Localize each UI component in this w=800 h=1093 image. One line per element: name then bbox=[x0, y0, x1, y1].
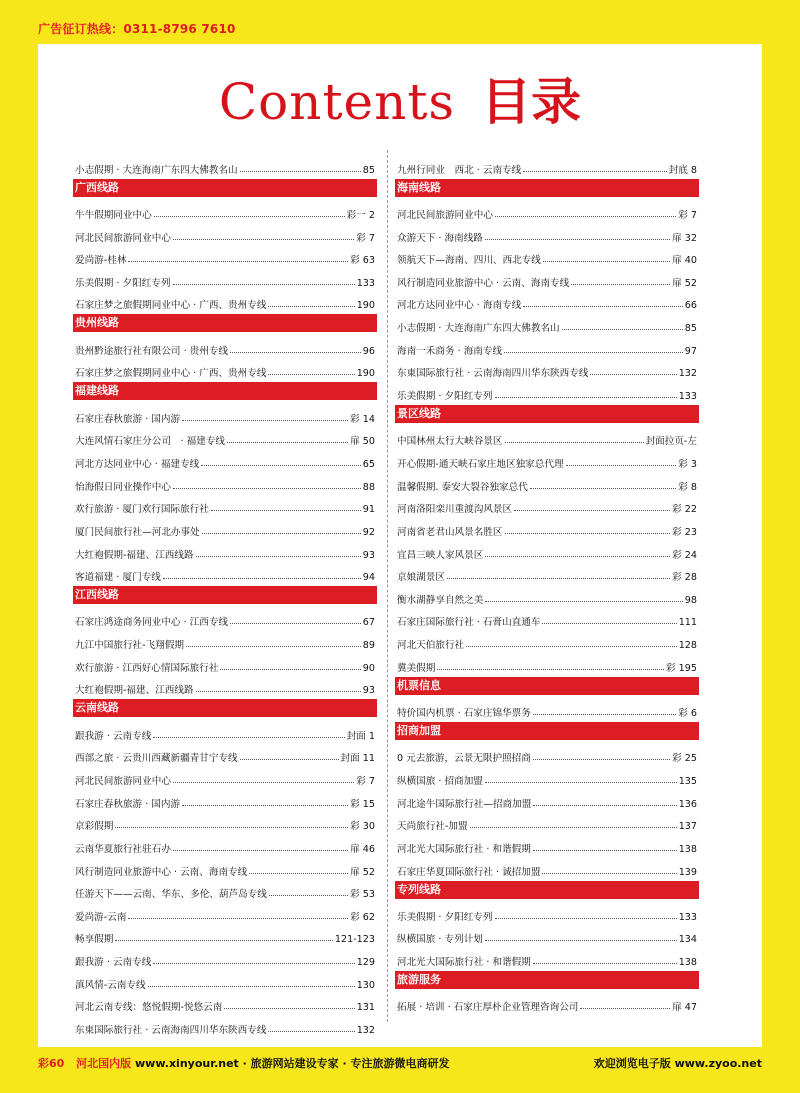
toc-entry-title: 欢行旅游 · 厦门欢行国际旅行社 bbox=[75, 504, 209, 516]
toc-entry[interactable] bbox=[75, 651, 375, 674]
toc-entry-title: 东東国际旅行社 · 云南海南四川华东陕西专线 bbox=[397, 368, 589, 380]
dot-leader bbox=[580, 1008, 670, 1009]
toc-entry[interactable] bbox=[75, 968, 375, 991]
toc-entry[interactable] bbox=[397, 855, 697, 878]
toc-entry-page: 扉 46 bbox=[350, 843, 375, 855]
section-title: 机票信息 bbox=[395, 677, 699, 695]
section-header bbox=[397, 719, 697, 742]
toc-entry-page: 扉 50 bbox=[350, 436, 375, 448]
dot-leader bbox=[533, 714, 676, 715]
section-title: 旅游服务 bbox=[395, 971, 699, 989]
dot-leader bbox=[173, 284, 355, 285]
toc-entry-title: 海南一禾商务 · 海南专线 bbox=[397, 345, 503, 357]
toc-entry-title: 爱尚游-桂林 bbox=[75, 255, 127, 267]
dot-leader bbox=[173, 782, 354, 783]
toc-entry[interactable] bbox=[75, 945, 375, 968]
dot-leader bbox=[115, 940, 333, 941]
toc-entry[interactable] bbox=[75, 719, 375, 742]
dot-leader bbox=[571, 284, 670, 285]
section-title: 江西线路 bbox=[73, 586, 377, 604]
toc-entry-title: 河北云南专线：悠悦假期-悦悠云南 bbox=[75, 1002, 223, 1014]
toc-entry-title: 石家庄国际旅行社 · 石膏山直通车 bbox=[397, 617, 541, 629]
footer-ebook-link[interactable]: 欢迎浏览电子版 www.zyoo.net bbox=[593, 1057, 762, 1070]
toc-entry[interactable] bbox=[397, 221, 697, 244]
toc-entry-page: 130 bbox=[356, 979, 375, 991]
toc-entry[interactable] bbox=[75, 832, 375, 855]
footer-site-link[interactable]: www.xinyour.net · 旅游网站建设专家 · 专注旅游微电商研发 bbox=[135, 1057, 450, 1070]
section-header bbox=[397, 674, 697, 697]
toc-entry[interactable] bbox=[75, 425, 375, 448]
toc-entry-page: 94 bbox=[362, 572, 375, 584]
toc-entry[interactable] bbox=[75, 878, 375, 901]
section-title: 景区线路 bbox=[395, 405, 699, 423]
dot-leader bbox=[485, 239, 670, 240]
toc-entry-title: 衡水湖静享自然之美 bbox=[397, 594, 484, 606]
toc-entry-title: 小志假期 · 大连海南广东四大佛教名山 bbox=[397, 323, 560, 335]
dot-leader bbox=[182, 420, 348, 421]
toc-entry-page: 彩一 2 bbox=[346, 209, 375, 221]
toc-entry-title: 小志假期 · 大连海南广东四大佛教名山 bbox=[75, 164, 238, 176]
section-title: 招商加盟 bbox=[395, 722, 699, 740]
section-title: 云南线路 bbox=[73, 699, 377, 717]
title-english: Contents bbox=[218, 73, 456, 131]
toc-entry-page: 131 bbox=[356, 1002, 375, 1014]
section-title: 专列线路 bbox=[395, 881, 699, 899]
footer-page-number: 彩60 bbox=[38, 1057, 65, 1070]
toc-entry[interactable] bbox=[75, 810, 375, 833]
toc-entry-title: 河北民间旅游同业中心 bbox=[397, 209, 493, 221]
toc-entry-page: 111 bbox=[678, 617, 697, 629]
dot-leader bbox=[201, 465, 361, 466]
toc-entry-page: 128 bbox=[678, 640, 697, 652]
dot-leader bbox=[543, 261, 670, 262]
toc-entry[interactable] bbox=[75, 787, 375, 810]
toc-entry-page: 彩 6 bbox=[678, 708, 697, 720]
toc-entry[interactable] bbox=[397, 628, 697, 651]
section-title: 广西线路 bbox=[73, 179, 377, 197]
toc-entry-title: 河北天伯旅行社 bbox=[397, 640, 465, 652]
section-header bbox=[397, 968, 697, 991]
toc-entry[interactable] bbox=[75, 153, 375, 176]
toc-entry-page: 扉 52 bbox=[350, 866, 375, 878]
toc-entry[interactable] bbox=[75, 493, 375, 516]
dot-leader bbox=[196, 691, 361, 692]
dot-leader bbox=[153, 737, 344, 738]
toc-entry[interactable] bbox=[75, 606, 375, 629]
toc-entry[interactable] bbox=[397, 583, 697, 606]
toc-entry-title: 河北光大国际旅行社 · 和谐假期 bbox=[397, 957, 531, 969]
toc-entry-page: 扉 47 bbox=[672, 1002, 697, 1014]
dot-leader bbox=[485, 556, 670, 557]
toc-entry[interactable] bbox=[397, 311, 697, 334]
toc-entry[interactable] bbox=[397, 832, 697, 855]
dot-leader bbox=[148, 986, 355, 987]
toc-entry-title: 拓展 · 培训 · 石家庄厚朴企业管理咨询公司 bbox=[397, 1002, 579, 1014]
toc-entry-page: 彩 30 bbox=[350, 821, 375, 833]
toc-entry-title: 河南省老君山风景名胜区 bbox=[397, 526, 503, 538]
toc-entry-title: 京彩假期 bbox=[75, 821, 114, 833]
toc-entry-page: 88 bbox=[362, 481, 375, 493]
toc-entry-page: 98 bbox=[684, 594, 697, 606]
toc-entry-title: 领航天下—海南、四川、西北专线 bbox=[397, 255, 541, 267]
dot-leader bbox=[154, 216, 345, 217]
toc-entry-page: 扉 40 bbox=[672, 255, 697, 267]
dot-leader bbox=[542, 623, 676, 624]
dot-leader bbox=[268, 1031, 354, 1032]
toc-entry[interactable] bbox=[75, 855, 375, 878]
toc-entry-page: 190 bbox=[356, 368, 375, 380]
toc-entry-page: 彩 15 bbox=[350, 798, 375, 810]
dot-leader bbox=[173, 239, 354, 240]
dot-leader bbox=[115, 827, 348, 828]
toc-entry-page: 彩 7 bbox=[356, 232, 375, 244]
toc-entry[interactable] bbox=[397, 923, 697, 946]
toc-entry[interactable] bbox=[75, 334, 375, 357]
toc-entry-title: 跟我游 · 云南专线 bbox=[75, 730, 152, 742]
toc-entry-page: 扉 52 bbox=[672, 277, 697, 289]
toc-entry-page: 139 bbox=[678, 866, 697, 878]
dot-leader bbox=[542, 873, 676, 874]
toc-entry[interactable] bbox=[75, 221, 375, 244]
dot-leader bbox=[224, 1008, 354, 1009]
dot-leader bbox=[485, 940, 677, 941]
toc-entry-page: 彩 195 bbox=[666, 662, 697, 674]
dot-leader bbox=[533, 759, 670, 760]
toc-entry[interactable] bbox=[75, 289, 375, 312]
toc-entry-title: 乐美假期 · 夕阳红专列 bbox=[397, 911, 493, 923]
dot-leader bbox=[173, 488, 361, 489]
toc-entry-page: 彩 3 bbox=[678, 458, 697, 470]
dot-leader bbox=[566, 465, 677, 466]
dot-leader bbox=[533, 963, 677, 964]
toc-entry[interactable] bbox=[397, 493, 697, 516]
dot-leader bbox=[447, 578, 670, 579]
toc-entry[interactable] bbox=[397, 334, 697, 357]
toc-entry-title: 石家庄华夏国际旅行社 · 诚招加盟 bbox=[397, 866, 541, 878]
dot-leader bbox=[495, 918, 677, 919]
dot-leader bbox=[268, 374, 354, 375]
toc-entry-title: 石家庄鸿途商务同业中心 · 江西专线 bbox=[75, 617, 229, 629]
toc-entry[interactable] bbox=[75, 447, 375, 470]
toc-entry[interactable] bbox=[75, 742, 375, 765]
toc-entry-page: 135 bbox=[678, 775, 697, 787]
toc-entry-title: 石家庄春秋旅游 · 国内游 bbox=[75, 413, 181, 425]
toc-entry-title: 河北民间旅游同业中心 bbox=[75, 232, 171, 244]
toc-entry-page: 91 bbox=[362, 504, 375, 516]
dot-leader bbox=[240, 171, 361, 172]
toc-entry-title: 乐美假期 · 夕阳红专列 bbox=[75, 277, 171, 289]
toc-entry-page: 封底 8 bbox=[668, 164, 697, 176]
dot-leader bbox=[163, 578, 361, 579]
toc-entry-title: 牛牛假期同业中心 bbox=[75, 209, 152, 221]
toc-entry-page: 93 bbox=[362, 549, 375, 561]
toc-entry-title: 特价国内机票 · 石家庄锦华票务 bbox=[397, 708, 531, 720]
toc-entry-page: 133 bbox=[678, 391, 697, 403]
dot-leader bbox=[182, 805, 348, 806]
toc-entry[interactable] bbox=[397, 900, 697, 923]
dot-leader bbox=[504, 352, 683, 353]
toc-entry-title: 风行制造同业旅游中心 · 云南、海南专线 bbox=[75, 866, 248, 878]
toc-entry-page: 134 bbox=[678, 934, 697, 946]
toc-entry[interactable] bbox=[75, 764, 375, 787]
toc-entry-page: 190 bbox=[356, 300, 375, 312]
toc-entry-title: 九江中国旅行社-飞翔假期 bbox=[75, 640, 184, 652]
toc-entry-page: 133 bbox=[678, 911, 697, 923]
dot-leader bbox=[128, 261, 348, 262]
dot-leader bbox=[590, 374, 676, 375]
dot-leader bbox=[485, 782, 677, 783]
toc-entry-page: 彩 28 bbox=[672, 572, 697, 584]
toc-entry-title: 众游天下 · 海南线路 bbox=[397, 232, 483, 244]
toc-entry-title: 跟我游 · 云南专线 bbox=[75, 957, 152, 969]
toc-entry-title: 河北方达同业中心 · 福建专线 bbox=[75, 458, 200, 470]
toc-entry-page: 彩 22 bbox=[672, 504, 697, 516]
toc-entry-page: 彩 7 bbox=[356, 775, 375, 787]
toc-entry-page: 138 bbox=[678, 957, 697, 969]
toc-entry[interactable] bbox=[397, 379, 697, 402]
title-chinese: 目录 bbox=[481, 73, 582, 131]
toc-entry-title: 西部之旅 · 云贵川西藏新疆青甘宁专线 bbox=[75, 753, 238, 765]
section-header bbox=[75, 176, 375, 199]
toc-entry[interactable] bbox=[397, 266, 697, 289]
toc-entry-title: 九州行同业 西北 · 云南专线 bbox=[397, 164, 522, 176]
toc-entry[interactable] bbox=[75, 674, 375, 697]
toc-entry-page: 彩 8 bbox=[678, 481, 697, 493]
toc-entry-page: 彩 7 bbox=[678, 209, 697, 221]
section-title: 福建线路 bbox=[73, 382, 377, 400]
toc-entry-title: 纵横国旅 · 专列计划 bbox=[397, 934, 483, 946]
toc-entry-title: 滇风情-云南专线 bbox=[75, 979, 146, 991]
toc-entry-title: 厦门民间旅行社—河北办事处 bbox=[75, 526, 200, 538]
dot-leader bbox=[220, 669, 360, 670]
footer-section: 河北国内版 bbox=[76, 1057, 132, 1070]
toc-entry[interactable] bbox=[75, 266, 375, 289]
toc-entry-title: 乐美假期 · 夕阳红专列 bbox=[397, 391, 493, 403]
toc-entry-title: 开心假期-通天峡石家庄地区独家总代理 bbox=[397, 458, 564, 470]
toc-entry-page: 129 bbox=[356, 957, 375, 969]
section-header bbox=[75, 696, 375, 719]
toc-entry-title: 大红袍假期-福建、江西线路 bbox=[75, 549, 194, 561]
dot-leader bbox=[437, 669, 664, 670]
footer bbox=[38, 1055, 762, 1071]
toc-entry[interactable] bbox=[397, 244, 697, 267]
toc-entry-title: 风行制造同业旅游中心 · 云南、海南专线 bbox=[397, 277, 570, 289]
toc-entry[interactable] bbox=[397, 289, 697, 312]
toc-entry-title: 大红袍假期-福建、江西线路 bbox=[75, 685, 194, 697]
dot-leader bbox=[495, 397, 677, 398]
dot-leader bbox=[268, 306, 354, 307]
toc-entry[interactable] bbox=[397, 561, 697, 584]
toc-entry-page: 96 bbox=[362, 345, 375, 357]
dot-leader bbox=[186, 646, 361, 647]
toc-entry[interactable] bbox=[397, 357, 697, 380]
dot-leader bbox=[514, 510, 670, 511]
toc-entry[interactable] bbox=[397, 810, 697, 833]
toc-entry-title: 大连风情石家庄分公司 · 福建专线 bbox=[75, 436, 226, 448]
section-title: 海南线路 bbox=[395, 179, 699, 197]
dot-leader bbox=[269, 895, 348, 896]
dot-leader bbox=[485, 601, 682, 602]
toc-entry-page: 封面 11 bbox=[340, 753, 375, 765]
toc-entry-page: 彩 62 bbox=[350, 911, 375, 923]
toc-entry[interactable] bbox=[397, 945, 697, 968]
toc-entry-title: 宜昌三峡人家风景区 bbox=[397, 549, 484, 561]
toc-entry[interactable] bbox=[397, 470, 697, 493]
toc-entry-page: 132 bbox=[356, 1024, 375, 1036]
toc-entry[interactable] bbox=[75, 198, 375, 221]
toc-entry-page: 封面 1 bbox=[346, 730, 375, 742]
toc-entry-page: 121-123 bbox=[334, 934, 375, 946]
section-header bbox=[75, 379, 375, 402]
toc-entry[interactable] bbox=[397, 538, 697, 561]
toc-entry[interactable] bbox=[75, 402, 375, 425]
toc-entry-title: 贵州黔途旅行社有限公司 · 贵州专线 bbox=[75, 345, 229, 357]
section-header bbox=[75, 583, 375, 606]
toc-entry-title: 天尚旅行社-加盟 bbox=[397, 821, 468, 833]
toc-entry-page: 89 bbox=[362, 640, 375, 652]
dot-leader bbox=[562, 329, 683, 330]
toc-entry-page: 67 bbox=[362, 617, 375, 629]
toc-entry-title: 京娘湖景区 bbox=[397, 572, 445, 584]
toc-entry-title: 怡海假日同业操作中心 bbox=[75, 481, 171, 493]
dot-leader bbox=[202, 533, 361, 534]
toc-entry-title: 0 元去旅游，云景无限护照招商 bbox=[397, 753, 531, 765]
toc-entry[interactable] bbox=[75, 357, 375, 380]
column-divider bbox=[387, 150, 388, 1022]
dot-leader bbox=[466, 646, 677, 647]
toc-entry[interactable] bbox=[397, 447, 697, 470]
dot-leader bbox=[128, 918, 348, 919]
toc-entry-title: 云南华夏旅行社驻石办 bbox=[75, 843, 171, 855]
toc-entry[interactable] bbox=[397, 651, 697, 674]
dot-leader bbox=[249, 873, 348, 874]
toc-entry-page: 彩 24 bbox=[672, 549, 697, 561]
toc-entry-page: 66 bbox=[684, 300, 697, 312]
toc-left-column bbox=[75, 153, 375, 1036]
dot-leader bbox=[533, 805, 676, 806]
toc-entry-page: 97 bbox=[684, 345, 697, 357]
toc-entry-title: 温馨假期. 泰安大裂谷独家总代 bbox=[397, 481, 528, 493]
toc-entry-title: 石家庄梦之旅假期同业中心 · 广西、贵州专线 bbox=[75, 300, 267, 312]
dot-leader bbox=[230, 623, 361, 624]
toc-entry-title: 欢行旅游 · 江西好心情国际旅行社 bbox=[75, 662, 219, 674]
toc-entry-title: 河南洛阳栾川重渡沟风景区 bbox=[397, 504, 513, 516]
toc-entry-page: 93 bbox=[362, 685, 375, 697]
dot-leader bbox=[173, 850, 348, 851]
toc-entry-title: 东東国际旅行社 · 云南海南四川华东陕西专线 bbox=[75, 1024, 267, 1036]
toc-entry-page: 彩 23 bbox=[672, 526, 697, 538]
toc-entry-title: 河北途牛国际旅行社—招商加盟 bbox=[397, 798, 532, 810]
dot-leader bbox=[495, 216, 676, 217]
toc-entry-page: 138 bbox=[678, 843, 697, 855]
toc-entry[interactable] bbox=[397, 606, 697, 629]
toc-entry[interactable] bbox=[75, 561, 375, 584]
toc-entry-page: 85 bbox=[362, 164, 375, 176]
toc-entry-title: 任游天下——云南、华东、多伦、葫芦岛专线 bbox=[75, 889, 267, 901]
section-header bbox=[397, 176, 697, 199]
section-header bbox=[397, 402, 697, 425]
toc-entry-title: 河北方达同业中心 · 海南专线 bbox=[397, 300, 522, 312]
toc-entry-page: 彩 63 bbox=[350, 255, 375, 267]
section-title: 贵州线路 bbox=[73, 314, 377, 332]
dot-leader bbox=[523, 171, 666, 172]
toc-entry[interactable] bbox=[397, 515, 697, 538]
toc-entry[interactable] bbox=[397, 991, 697, 1014]
dot-leader bbox=[530, 488, 676, 489]
toc-entry-title: 爱尚游-云南 bbox=[75, 911, 127, 923]
toc-entry[interactable] bbox=[75, 991, 375, 1014]
toc-entry-page: 65 bbox=[362, 458, 375, 470]
toc-entry-page: 彩 14 bbox=[350, 413, 375, 425]
toc-entry-page: 扉 32 bbox=[672, 232, 697, 244]
toc-right-column bbox=[397, 153, 697, 1013]
toc-entry-page: 彩 25 bbox=[672, 753, 697, 765]
toc-entry-page: 封面拉页-左 bbox=[645, 436, 697, 448]
dot-leader bbox=[240, 759, 339, 760]
toc-entry[interactable] bbox=[397, 764, 697, 787]
toc-entry[interactable] bbox=[397, 425, 697, 448]
ad-hotline: 广告征订热线：0311-8796 7610 bbox=[38, 22, 236, 36]
toc-entry[interactable] bbox=[75, 1013, 375, 1036]
toc-entry[interactable] bbox=[75, 470, 375, 493]
toc-entry[interactable] bbox=[75, 628, 375, 651]
toc-entry[interactable] bbox=[75, 923, 375, 946]
toc-entry-page: 85 bbox=[684, 323, 697, 335]
dot-leader bbox=[505, 442, 644, 443]
section-header bbox=[75, 311, 375, 334]
dot-leader bbox=[523, 306, 683, 307]
dot-leader bbox=[211, 510, 361, 511]
toc-entry-title: 石家庄春秋旅游 · 国内游 bbox=[75, 798, 181, 810]
toc-entry-title: 冀美假期 bbox=[397, 662, 436, 674]
toc-entry[interactable] bbox=[397, 742, 697, 765]
toc-entry-title: 河北光大国际旅行社 · 和谐假期 bbox=[397, 843, 531, 855]
toc-entry[interactable] bbox=[397, 696, 697, 719]
toc-entry[interactable] bbox=[75, 538, 375, 561]
dot-leader bbox=[230, 352, 361, 353]
toc-entry-page: 133 bbox=[356, 277, 375, 289]
page-title bbox=[0, 62, 800, 134]
toc-entry[interactable] bbox=[397, 198, 697, 221]
toc-entry[interactable] bbox=[75, 900, 375, 923]
toc-entry-title: 中国林州太行大峡谷景区 bbox=[397, 436, 503, 448]
dot-leader bbox=[505, 533, 671, 534]
toc-entry-page: 92 bbox=[362, 526, 375, 538]
toc-entry-page: 132 bbox=[678, 368, 697, 380]
dot-leader bbox=[227, 442, 348, 443]
toc-entry-page: 彩 53 bbox=[350, 889, 375, 901]
toc-entry-title: 客道福建 · 厦门专线 bbox=[75, 572, 161, 584]
toc-entry[interactable] bbox=[397, 153, 697, 176]
toc-entry-title: 石家庄梦之旅假期同业中心 · 广西、贵州专线 bbox=[75, 368, 267, 380]
dot-leader bbox=[470, 827, 677, 828]
toc-entry[interactable] bbox=[397, 787, 697, 810]
toc-entry-page: 137 bbox=[678, 821, 697, 833]
dot-leader bbox=[533, 850, 677, 851]
section-header bbox=[397, 878, 697, 901]
toc-entry-page: 90 bbox=[362, 662, 375, 674]
dot-leader bbox=[153, 963, 354, 964]
toc-entry-title: 河北民间旅游同业中心 bbox=[75, 775, 171, 787]
toc-entry-title: 畅享假期 bbox=[75, 934, 114, 946]
toc-entry[interactable] bbox=[75, 515, 375, 538]
toc-entry-title: 纵横国旅 · 招商加盟 bbox=[397, 775, 483, 787]
toc-entry-page: 136 bbox=[678, 798, 697, 810]
dot-leader bbox=[196, 556, 361, 557]
toc-entry[interactable] bbox=[75, 244, 375, 267]
